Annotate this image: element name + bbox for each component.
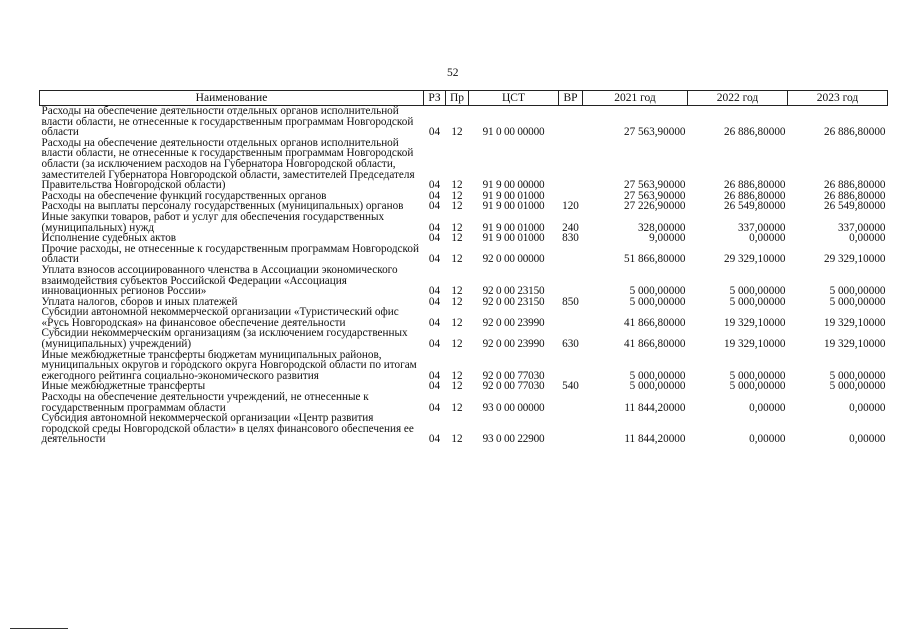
row-vr bbox=[559, 138, 583, 191]
row-cst: 91 9 00 01000 bbox=[482, 200, 545, 213]
row-2021: 41 866,80000 bbox=[623, 316, 686, 329]
row-rz: 04 bbox=[428, 295, 441, 308]
row-2023: 337,00000 bbox=[837, 221, 886, 234]
row-2022: 5 000,00000 bbox=[729, 295, 786, 308]
header-cst: ЦСТ bbox=[469, 91, 559, 106]
row-vr bbox=[559, 350, 583, 382]
row-vr: 240 bbox=[562, 221, 579, 234]
row-name: Субсидии автономной некоммерческой организации «Туристический офис «Русь Новгородская» на финансовое обеспечение деятельности bbox=[41, 306, 399, 329]
row-2023: 29 329,10000 bbox=[823, 253, 886, 266]
row-pr: 12 bbox=[451, 401, 463, 414]
row-vr bbox=[559, 265, 583, 297]
row-name: Исполнение судебных актов bbox=[41, 232, 177, 245]
row-pr: 12 bbox=[451, 369, 463, 382]
header-pr: Пр bbox=[446, 91, 469, 106]
row-2023: 26 549,80000 bbox=[823, 200, 886, 213]
row-2021: 5 000,00000 bbox=[629, 380, 686, 393]
row-2022: 19 329,10000 bbox=[723, 316, 786, 329]
row-pr: 12 bbox=[451, 316, 463, 329]
row-cst: 92 0 00 23990 bbox=[482, 338, 545, 351]
row-pr: 12 bbox=[451, 126, 463, 139]
header-name: Наименование bbox=[40, 91, 424, 106]
row-name: Расходы на обеспечение деятельности отдельных органов исполнительной власти области, не отнесенные к государственным программам Новгородской области (за исключением расходов на Губернатора Новгородской области, заместителей Губернатора Новгородской области, заместителей Председателя Правительства Новгородской области) bbox=[41, 136, 415, 192]
header-2023: 2023 год bbox=[788, 91, 888, 106]
table-row bbox=[40, 413, 888, 445]
row-name: Иные межбюджетные трансферты бюджетам муниципальных районов, муниципальных округов и городского округа Новгородской области по итогам ежегодного рейтинга социально-экономического развития bbox=[41, 348, 417, 382]
row-2021: 11 844,20000 bbox=[624, 401, 686, 414]
row-2023: 26 886,80000 bbox=[823, 179, 886, 192]
table-row bbox=[40, 392, 888, 413]
row-rz: 04 bbox=[428, 380, 441, 393]
row-name: Расходы на обеспечение деятельности отдельных органов исполнительной власти области, не отнесенные к государственным программам Новгородской области bbox=[41, 105, 414, 139]
row-2022: 26 886,80000 bbox=[723, 179, 786, 192]
row-2022: 26 549,80000 bbox=[723, 200, 786, 213]
row-2022: 19 329,10000 bbox=[723, 338, 786, 351]
row-2022: 26 886,80000 bbox=[723, 189, 786, 202]
row-name: Уплата взносов ассоциированного членства в Ассоциации экономического взаимодействия субъектов Российской Федерации «Ассоциация инновационных регионов России» bbox=[41, 263, 398, 298]
table-row bbox=[40, 328, 888, 349]
row-rz: 04 bbox=[428, 401, 441, 414]
row-name: Иные межбюджетные трансферты bbox=[41, 380, 206, 393]
row-cst: 93 0 00 00000 bbox=[482, 401, 545, 414]
row-cst: 92 0 00 23990 bbox=[482, 316, 545, 329]
row-2023: 5 000,00000 bbox=[829, 285, 886, 298]
row-vr: 540 bbox=[562, 380, 579, 393]
row-rz: 04 bbox=[428, 316, 441, 329]
row-cst: 92 0 00 23150 bbox=[482, 285, 545, 298]
row-cst: 93 0 00 22900 bbox=[482, 433, 545, 446]
row-name: Уплата налогов, сборов и иных платежей bbox=[41, 295, 238, 308]
row-2021: 328,00000 bbox=[637, 221, 686, 234]
row-name: Расходы на обеспечение деятельности учреждений, не отнесенные к государственным программам области bbox=[41, 391, 369, 414]
row-vr bbox=[559, 244, 583, 265]
row-cst: 91 9 00 01000 bbox=[482, 221, 545, 234]
table-row bbox=[40, 106, 888, 138]
row-2021: 5 000,00000 bbox=[629, 285, 686, 298]
row-name: Субсидии некоммерческим организациям (за исключением государственных (муниципальных) учреждений) bbox=[41, 327, 408, 351]
row-cst: 92 0 00 77030 bbox=[482, 380, 545, 393]
row-name: Субсидия автономной некоммерческой организации «Центр развития городской среды Новгородской области» в целях финансового обеспечения ее деятельности bbox=[41, 412, 414, 446]
row-2022: 26 886,80000 bbox=[723, 126, 786, 139]
row-pr: 12 bbox=[451, 295, 463, 308]
row-rz: 04 bbox=[428, 369, 441, 382]
row-2023: 26 886,80000 bbox=[823, 189, 886, 202]
row-rz: 04 bbox=[428, 433, 441, 446]
row-pr: 12 bbox=[451, 285, 463, 298]
row-2022: 29 329,10000 bbox=[723, 253, 786, 266]
row-cst: 91 0 00 00000 bbox=[482, 126, 545, 139]
row-vr bbox=[559, 413, 583, 445]
row-name: Расходы на выплаты персоналу государственных (муниципальных) органов bbox=[41, 200, 404, 213]
row-vr bbox=[559, 307, 583, 328]
row-rz: 04 bbox=[428, 126, 441, 139]
row-2022: 0,00000 bbox=[749, 401, 786, 414]
row-2023: 19 329,10000 bbox=[823, 316, 886, 329]
row-cst: 91 9 00 01000 bbox=[482, 189, 545, 202]
row-2023: 5 000,00000 bbox=[829, 369, 886, 382]
row-2022: 5 000,00000 bbox=[729, 380, 786, 393]
row-name: Расходы на обеспечение функций государственных органов bbox=[41, 189, 327, 202]
row-rz: 04 bbox=[428, 285, 441, 298]
row-pr: 12 bbox=[451, 338, 463, 351]
row-2021: 41 866,80000 bbox=[623, 338, 686, 351]
row-rz: 04 bbox=[428, 221, 441, 234]
row-rz: 04 bbox=[428, 232, 441, 245]
row-vr bbox=[559, 392, 583, 413]
row-2023: 19 329,10000 bbox=[823, 338, 886, 351]
header-2022: 2022 год bbox=[688, 91, 788, 106]
table-row bbox=[40, 212, 888, 233]
table-row bbox=[40, 307, 888, 328]
row-rz: 04 bbox=[428, 338, 441, 351]
row-2023: 0,00000 bbox=[849, 232, 886, 245]
row-cst: 92 0 00 23150 bbox=[482, 295, 545, 308]
row-cst: 92 0 00 77030 bbox=[482, 369, 545, 382]
row-pr: 12 bbox=[451, 189, 463, 202]
row-vr: 850 bbox=[562, 295, 579, 308]
footer-divider bbox=[10, 628, 68, 629]
row-2022: 0,00000 bbox=[749, 232, 786, 245]
row-vr: 830 bbox=[562, 232, 579, 245]
table-row bbox=[40, 244, 888, 265]
row-2021: 27 563,90000 bbox=[623, 189, 686, 202]
row-cst: 91 9 00 00000 bbox=[482, 179, 545, 192]
header-rz: РЗ bbox=[424, 91, 446, 106]
row-2022: 0,00000 bbox=[749, 433, 786, 446]
row-2021: 27 226,90000 bbox=[623, 200, 686, 213]
row-2023: 26 886,80000 bbox=[823, 126, 886, 139]
table-row bbox=[40, 350, 888, 382]
row-2021: 11 844,20000 bbox=[624, 433, 686, 446]
row-rz: 04 bbox=[428, 253, 441, 266]
row-vr: 630 bbox=[562, 338, 579, 351]
row-2021: 27 563,90000 bbox=[623, 179, 686, 192]
row-cst: 92 0 00 00000 bbox=[482, 253, 545, 266]
header-vr: ВР bbox=[559, 91, 583, 106]
table-header-row bbox=[40, 91, 888, 106]
row-pr: 12 bbox=[451, 380, 463, 393]
row-pr: 12 bbox=[451, 221, 463, 234]
row-pr: 12 bbox=[451, 200, 463, 213]
row-2021: 9,00000 bbox=[649, 232, 686, 245]
row-2021: 5 000,00000 bbox=[629, 369, 686, 382]
row-2023: 5 000,00000 bbox=[829, 295, 886, 308]
table-row bbox=[40, 265, 888, 297]
row-pr: 12 bbox=[451, 179, 463, 192]
row-2022: 5 000,00000 bbox=[729, 369, 786, 382]
row-2021: 27 563,90000 bbox=[623, 126, 686, 139]
row-2023: 5 000,00000 bbox=[829, 380, 886, 393]
page-number: 52 bbox=[447, 67, 459, 79]
row-pr: 12 bbox=[451, 232, 463, 245]
row-2021: 51 866,80000 bbox=[623, 253, 686, 266]
row-rz: 04 bbox=[428, 179, 441, 192]
row-rz: 04 bbox=[428, 189, 441, 202]
table-row bbox=[40, 138, 888, 191]
header-2021: 2021 год bbox=[583, 91, 688, 106]
row-2023: 0,00000 bbox=[849, 433, 886, 446]
row-pr: 12 bbox=[451, 433, 463, 446]
row-cst: 91 9 00 01000 bbox=[482, 232, 545, 245]
row-rz: 04 bbox=[428, 200, 441, 213]
row-name: Иные закупки товаров, работ и услуг для обеспечения государственных (муниципальных) нужд bbox=[41, 210, 385, 234]
budget-table bbox=[39, 90, 888, 445]
row-pr: 12 bbox=[451, 253, 463, 266]
row-vr bbox=[559, 106, 583, 138]
row-2021: 5 000,00000 bbox=[629, 295, 686, 308]
row-vr: 120 bbox=[562, 200, 579, 213]
row-2022: 337,00000 bbox=[737, 221, 786, 234]
row-2022: 5 000,00000 bbox=[729, 285, 786, 298]
row-name: Прочие расходы, не отнесенные к государственным программам Новгородской области bbox=[41, 242, 419, 266]
row-2023: 0,00000 bbox=[849, 401, 886, 414]
